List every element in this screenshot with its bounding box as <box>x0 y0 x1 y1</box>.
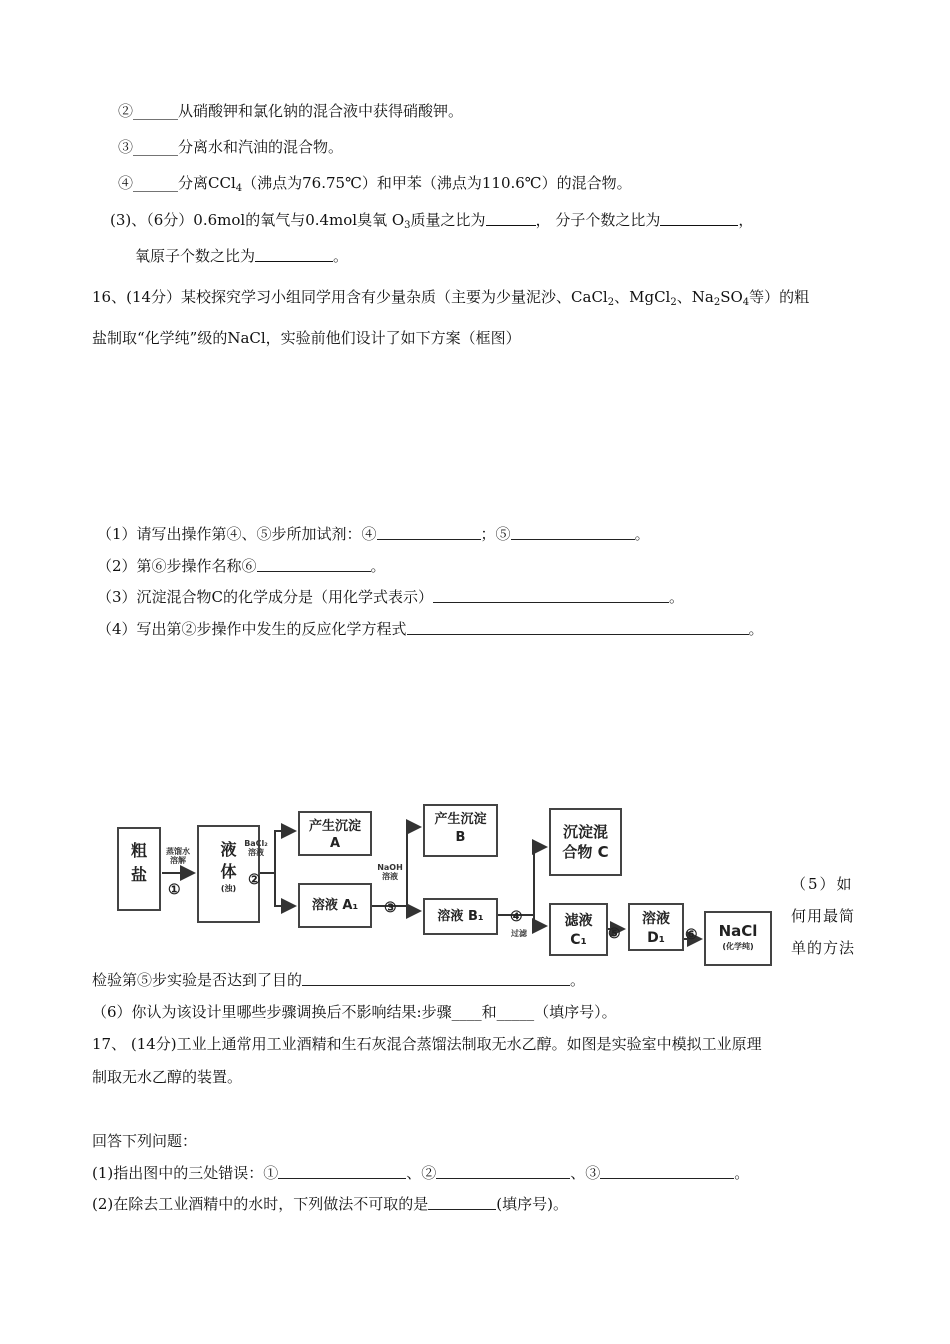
answer-blank[interactable] <box>433 588 669 603</box>
answer-prompt: 回答下列问题： <box>92 1132 198 1150</box>
sub-question-5-right-1: （5）如 <box>791 875 854 893</box>
step4-label: 过滤 <box>511 929 527 938</box>
sub-question-3: （3）沉淀混合物C的化学成分是（用化学式表示） 。 <box>97 588 685 606</box>
solution-d1-box: 溶液 D₁ <box>628 903 684 951</box>
step6-number: ⑥ <box>685 927 698 943</box>
sub-question-6: （6）你认为该设计里哪些步骤调换后不影响结果:步骤____和_____（填序号）。 <box>92 1003 617 1021</box>
answer-blank[interactable] <box>278 1164 406 1179</box>
answer-1: (1)指出图中的三处错误：① 、② 、③ 。 <box>92 1164 750 1182</box>
question-line-3: ③______分离水和汽油的混合物。 <box>118 138 344 156</box>
step3-number: ③ <box>384 900 397 916</box>
sub-question-5: 检验第⑤步实验是否达到了目的 。 <box>92 971 586 989</box>
answer-blank[interactable] <box>660 210 738 226</box>
answer-blank[interactable] <box>486 210 536 226</box>
question-3-cont: 氧原子个数之比为 。 <box>135 247 349 265</box>
question-17: 17、 (14分)工业上通常用工业酒精和生石灰混合蒸馏法制取无水乙醇。如图是实验室中模拟工业原理 <box>92 1035 762 1053</box>
solution-a1-box: 溶液 A₁ <box>298 883 372 928</box>
liquid-box: 液 体 (浊) <box>197 825 260 923</box>
sub-question-2: （2）第⑥步操作名称⑥ 。 <box>97 557 386 575</box>
answer-blank[interactable] <box>377 525 481 540</box>
step5-number: ⑤ <box>608 926 621 942</box>
answer-blank[interactable] <box>257 557 371 572</box>
question-line-2: ②______从硝酸钾和氯化钠的混合液中获得硝酸钾。 <box>118 102 464 120</box>
purification-flowchart <box>110 795 780 970</box>
question-3: (3)、（6分）0.6mol的氧气与0.4mol臭氧 $O_3$质量之比为 ， 分子个数之比为 ， <box>110 211 754 231</box>
filtrate-c1-box: 滤液 C₁ <box>549 903 608 956</box>
step4-number: ④ <box>510 909 523 925</box>
sub-question-5-right-3: 单的方法 <box>791 939 856 957</box>
answer-blank[interactable] <box>407 620 749 635</box>
sub-question-1: （1）请写出操作第④、⑤步所加试剂：④ ；⑤ 。 <box>97 525 650 543</box>
answer-blank[interactable] <box>428 1195 496 1210</box>
answer-blank[interactable] <box>255 246 333 262</box>
step2-number: ② <box>248 872 261 888</box>
question-16-cont: 盐制取“化学纯”级的NaCl，实验前他们设计了如下方案（框图） <box>92 329 521 347</box>
answer-blank[interactable] <box>436 1164 570 1179</box>
question-line-4: ④______分离CCl$_4$（沸点为76.75℃）和甲苯（沸点为110.6℃）的混合物。 <box>118 174 632 194</box>
nacl-box: NaCl (化学纯) <box>704 911 772 966</box>
question-16: 16、(14分）某校探究学习小组同学用含有少量杂质（主要为少量泥沙、CaCl$_2$、MgCl$_2$、$Na_2SO_4$等）的粗 <box>92 288 810 308</box>
answer-blank[interactable] <box>302 971 570 986</box>
question-17-cont: 制取无水乙醇的装置。 <box>92 1068 243 1086</box>
precipitate-a-box: 产生沉淀 A <box>298 811 372 856</box>
step2-label: BaCl₂ 溶液 <box>244 839 268 857</box>
answer-blank[interactable] <box>511 525 635 540</box>
solution-b1-box: 溶液 B₁ <box>423 898 498 935</box>
precipitate-mixture-c-box: 沉淀混 合物 C <box>549 808 622 876</box>
precipitate-b-box: 产生沉淀 B <box>423 804 498 857</box>
sub-question-5-right-2: 何用最简 <box>791 907 856 925</box>
sub-question-4: （4）写出第②步操作中发生的反应化学方程式 。 <box>97 620 764 638</box>
crude-salt-box: 粗盐 <box>117 827 161 911</box>
answer-blank[interactable] <box>600 1164 734 1179</box>
step3-label: NaOH 溶液 <box>377 863 403 881</box>
step1-number: ① <box>168 882 181 898</box>
step1-label: 蒸馏水 溶解 <box>166 847 190 865</box>
answer-2: (2)在除去工业酒精中的水时，下列做法不可取的是 (填序号)。 <box>92 1195 568 1213</box>
